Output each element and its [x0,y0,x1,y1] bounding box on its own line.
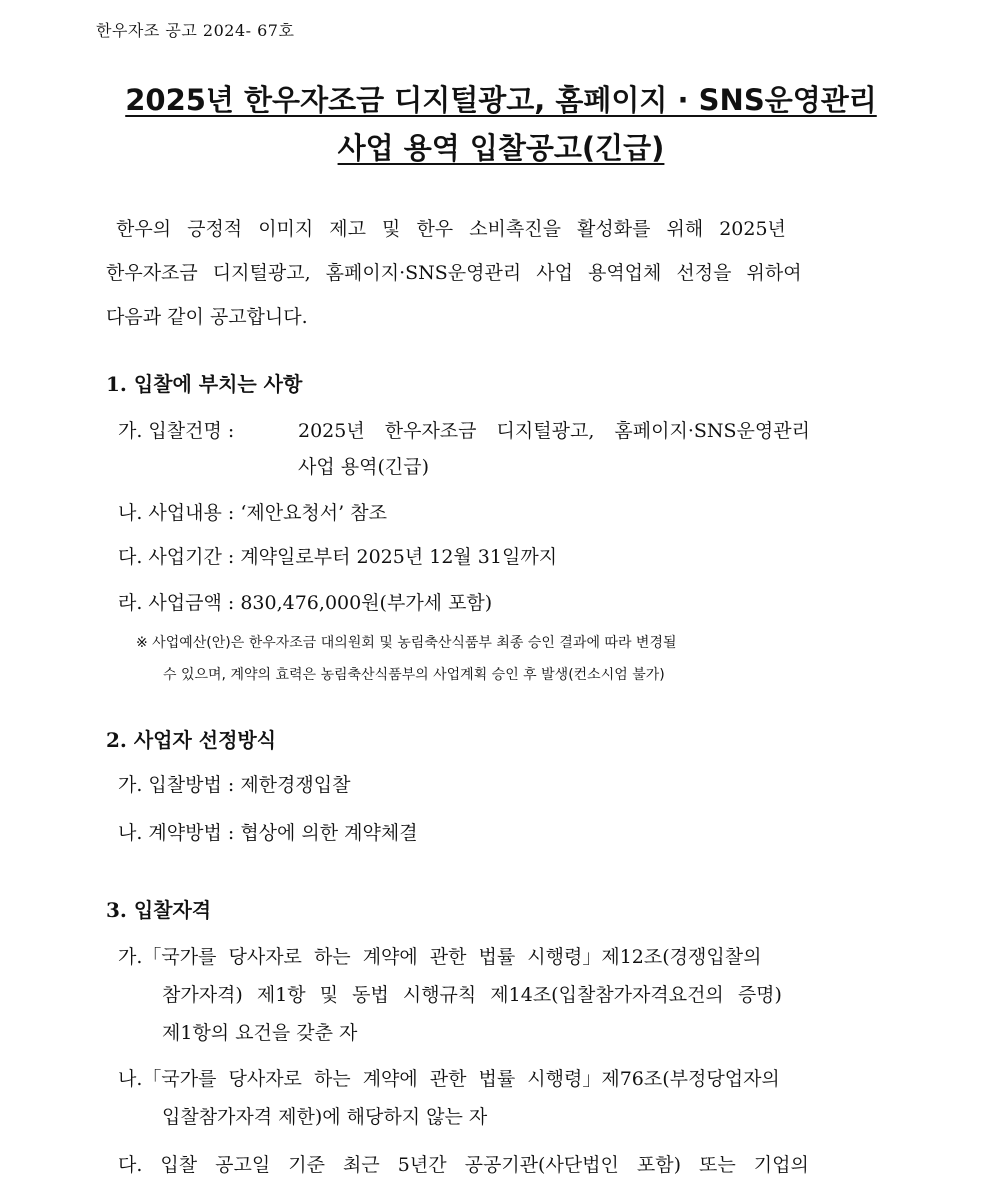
section3-item-a-line3: 제1항의 요건을 갖춘 자 [162,1022,358,1044]
page-title-line1: 2025년 한우자조금 디지털광고, 홈페이지 · SNS운영관리 [125,83,877,117]
section1-item-b: 나. 사업내용 : ‘제안요청서’ 참조 [118,502,387,524]
section1-item-c: 다. 사업기간 : 계약일로부터 2025년 12월 31일까지 [118,546,558,568]
section1-item-a-value2: 사업 용역(긴급) [298,456,429,478]
section2-item-b: 나. 계약방법 : 협상에 의한 계약체결 [118,822,418,844]
budget-note-line1: ※ 사업예산(안)은 한우자조금 대의원회 및 농림축산식품부 최종 승인 결과에 따라 변경될 [136,635,677,651]
notice-number: 한우자조 공고 2024- 67호 [96,21,295,40]
section3-item-a-line1: 가.「국가를 당사자로 하는 계약에 관한 법률 시행령」제12조(경쟁입찰의 [118,946,762,968]
section1-heading: 1. 입찰에 부치는 사항 [106,372,303,396]
section3-item-c-line1: 다. 입찰 공고일 기준 최근 5년간 공공기관(사단법인 포함) 또는 기업의 [118,1154,809,1176]
section3-item-b-line1: 나.「국가를 당사자로 하는 계약에 관한 법률 시행령」제76조(부정당업자의 [118,1068,780,1090]
intro-line2: 한우자조금 디지털광고, 홈페이지·SNS운영관리 사업 용역업체 선정을 위하여 [106,262,802,284]
section3-heading: 3. 입찰자격 [106,898,212,922]
section1-item-a-value1: 2025년 한우자조금 디지털광고, 홈페이지·SNS운영관리 [298,420,810,442]
section3-item-b-line2: 입찰참가자격 제한)에 해당하지 않는 자 [162,1106,488,1128]
section1-item-a-label: 가. 입찰건명 : [118,420,235,442]
section3-item-a-line2: 참가자격) 제1항 및 동법 시행규칙 제14조(입찰참가자격요건의 증명) [162,984,782,1006]
section2-item-a: 가. 입찰방법 : 제한경쟁입찰 [118,774,351,796]
intro-line1: 한우의 긍정적 이미지 제고 및 한우 소비촉진을 활성화를 위해 2025년 [116,218,786,240]
intro-line3: 다음과 같이 공고합니다. [106,306,308,328]
section2-heading: 2. 사업자 선정방식 [106,728,277,752]
budget-note-line2: 수 있으며, 계약의 효력은 농림축산식품부의 사업계획 승인 후 발생(컨소시엄 불가) [163,667,665,683]
section1-item-d: 라. 사업금액 : 830,476,000원(부가세 포함) [118,592,493,614]
page-title-line2: 사업 용역 입찰공고(긴급) [337,131,665,165]
